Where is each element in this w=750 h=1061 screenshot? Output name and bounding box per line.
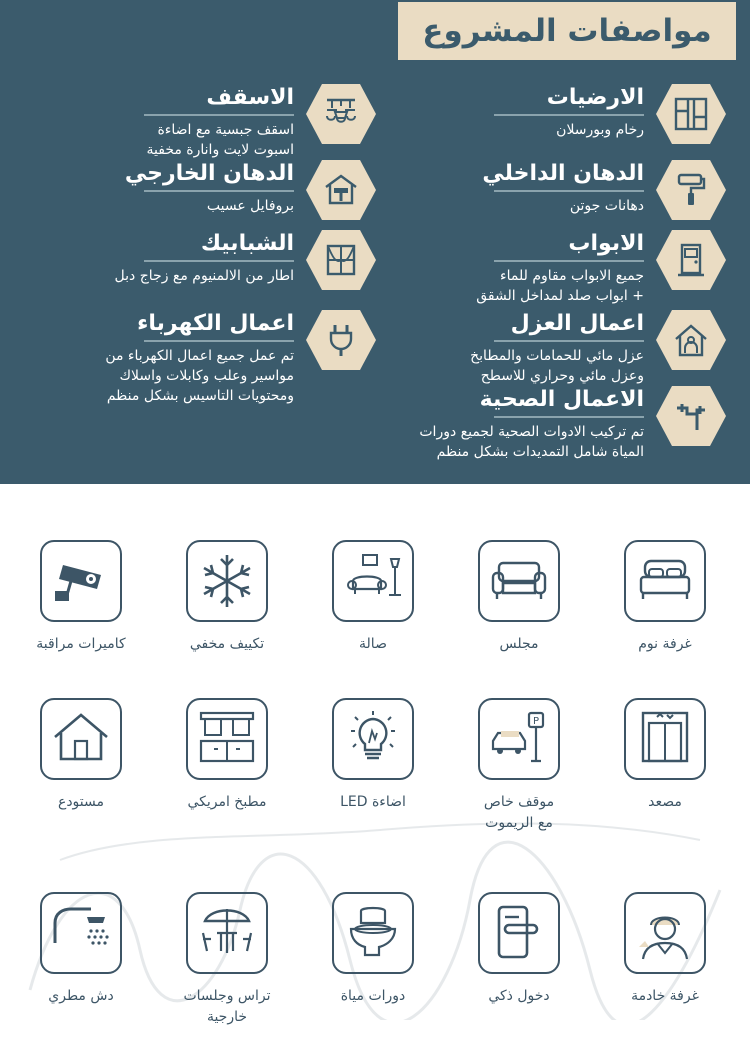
divider [144,114,294,116]
spec-interior-paint [482,158,728,222]
spec-description: المياة شامل التمديدات بشكل منظم [436,444,644,460]
feature-label-line: مع الريموت [485,815,553,831]
floor-tiles-icon [654,82,728,146]
spec-description: وعزل مائي وحراري للاسطح [480,368,644,384]
feature-label-line: دش مطري [48,988,114,1004]
door-icon [654,228,728,292]
spec-description: عزل مائي للحمامات والمطابخ [470,348,644,364]
spec-title: اعمال الكهرباء [137,311,294,336]
feature-label-line: اضاءة LED [340,794,406,810]
bed-icon [624,540,706,622]
divider [494,190,644,192]
spec-windows [115,228,378,292]
spec-description: جميع الابواب مقاوم للماء [500,268,644,284]
feature-item [308,698,438,813]
spec-description: دهانات جوتن [569,198,644,214]
feature-label-line: مجلس [499,636,539,652]
spec-title: الشبابيك [200,231,294,256]
spec-description: رخام وبورسلان [556,122,644,138]
feature-label [162,634,292,655]
feature-label-line: مصعد [648,794,682,810]
feature-label-line: غرفة خادمة [631,988,699,1004]
window-icon [304,228,378,292]
divider [494,260,644,262]
sofa-icon [478,540,560,622]
divider [144,190,294,192]
feature-label-line: تراس وجلسات [183,988,271,1004]
divider [494,114,644,116]
light-bulb-icon [332,698,414,780]
feature-item [454,540,584,655]
feature-label-line: دخول ذكي [488,988,550,1004]
spec-title: الدهان الداخلي [482,161,644,186]
ceiling-light-icon [304,82,378,146]
spec-plumbing [419,384,728,462]
feature-label-line: مطبخ امريكي [187,794,267,810]
electric-plug-icon [304,308,378,372]
feature-item [600,698,730,813]
feature-item [600,540,730,655]
elevator-icon [624,698,706,780]
parking-car-icon [478,698,560,780]
spec-description: اسقف جبسية مع اضاءة [157,122,294,138]
feature-item [162,540,292,655]
page-title: مواصفات المشروع [422,13,712,49]
spec-description: اطار من الالمنيوم مع زجاج دبل [114,268,294,284]
feature-label-line: غرفة نوم [638,636,692,652]
svg-text:P: P [532,716,540,727]
divider [144,340,294,342]
spec-title: الابواب [568,231,644,256]
feature-label [454,634,584,655]
feature-label-line: موقف خاص [483,794,555,810]
living-room-icon [332,540,414,622]
feature-label-line: صالة [359,636,387,652]
spec-insulation [470,308,728,386]
spec-description: اسبوت لايت وانارة مخفية [146,142,294,158]
spec-exterior-paint [125,158,378,222]
spec-doors [476,228,728,306]
feature-item [308,540,438,655]
paint-roller-icon [654,158,728,222]
spec-description: تم عمل جميع اعمال الكهرباء من [105,348,294,364]
storage-house-icon [40,698,122,780]
feature-label-line: كاميرات مراقبة [36,636,126,652]
feature-item [16,698,146,813]
house-paint-icon [304,158,378,222]
spec-title: الارضيات [546,85,644,110]
spec-description: مواسير وعلب وكابلات واسلاك [119,368,294,384]
spec-ceilings [144,82,378,160]
divider [494,340,644,342]
feature-label-line: مستودع [57,794,105,810]
spec-description: ومحتويات التاسيس بشكل منظم [106,388,294,404]
divider [144,260,294,262]
feature-label-line: تكييف مخفي [189,636,265,652]
spec-title: الدهان الخارجي [124,161,294,186]
divider [494,416,644,418]
spec-title: الاعمال الصحية [479,387,644,412]
spec-description: تم تركيب الادوات الصحية لجميع دورات [419,424,644,440]
watermark-calligraphy-icon [0,800,750,1020]
feature-item [16,540,146,655]
feature-label [600,634,730,655]
snowflake-icon [186,540,268,622]
feature-label-line: خارجية [206,1009,248,1025]
spec-title: الاسقف [206,85,294,110]
spec-description: بروفايل عسيب [206,198,294,214]
plumbing-pipe-icon [654,384,728,448]
feature-label [16,634,146,655]
kitchen-icon [186,698,268,780]
spec-title: اعمال العزل [510,311,644,336]
spec-description: + ابواب صلد لمداخل الشقق [476,288,644,304]
title-banner [396,0,738,62]
feature-label-line: دورات مياة [340,988,406,1004]
feature-item [162,698,292,813]
spec-electrical [105,308,378,406]
spec-floors [494,82,728,146]
feature-label [308,634,438,655]
security-camera-icon [40,540,122,622]
house-insulation-icon [654,308,728,372]
